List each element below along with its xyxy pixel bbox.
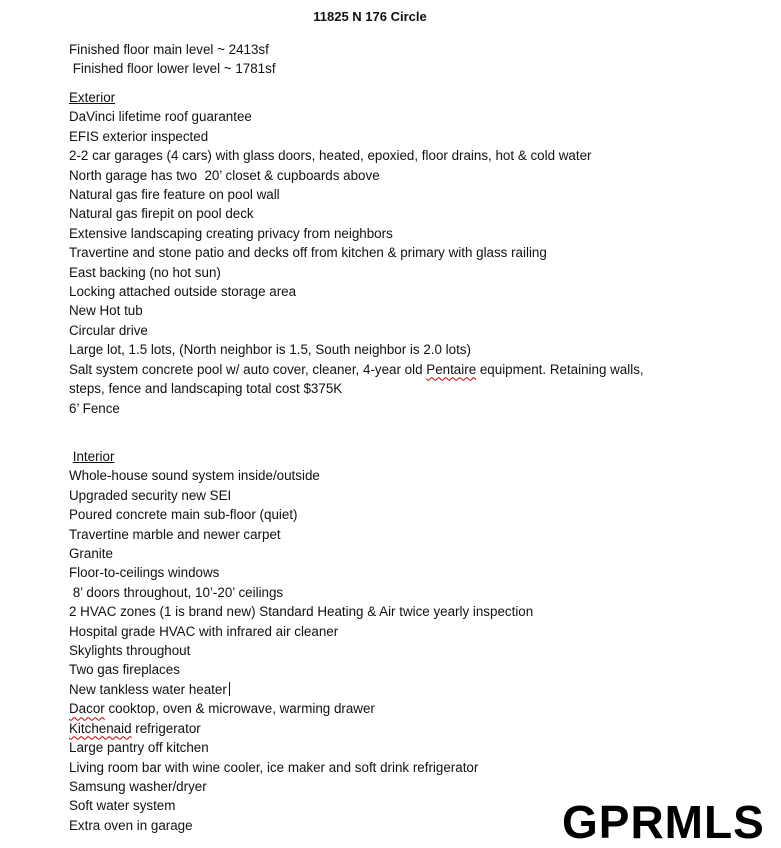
list-item: Extra oven in garage	[69, 817, 193, 833]
floor-lower: Finished floor lower level ~ 1781sf	[69, 61, 276, 77]
exterior-heading: Exterior	[69, 90, 116, 105]
list-item: Locking attached outside storage area	[69, 284, 297, 300]
list-item: Large lot, 1.5 lots, (North neighbor is 1.5, South neighbor is 2.0 lots)	[69, 342, 471, 358]
list-item: Two gas fireplaces	[69, 662, 180, 678]
list-item: Natural gas fire feature on pool wall	[69, 187, 280, 203]
list-item: Extensive landscaping creating privacy from neighbors	[69, 225, 393, 241]
list-item: Poured concrete main sub-floor (quiet)	[69, 507, 298, 523]
list-item	[69, 719, 533, 738]
list-item: Upgraded security new SEI	[69, 487, 232, 503]
gprmls-logo: GPRMLS	[562, 796, 765, 848]
list-item: Skylights throughout	[69, 643, 191, 659]
floor-main: Finished floor main level ~ 2413sf	[69, 42, 269, 57]
list-item: Large pantry off kitchen	[69, 740, 209, 756]
document-title: 11825 N 176 Circle	[313, 9, 427, 24]
list-item: Granite	[69, 546, 113, 562]
list-item: DaVinci lifetime roof guarantee	[69, 109, 252, 125]
list-item: East backing (no hot sun)	[69, 264, 221, 280]
interior-heading	[69, 447, 533, 466]
list-item: Circular drive	[69, 322, 148, 338]
kitchenaid-brand: Kitchenaid	[69, 720, 132, 736]
list-item: 2-2 car garages (4 cars) with glass doors, heated, epoxied, floor drains, hot & cold water	[69, 148, 592, 164]
list-item: Samsung washer/dryer	[69, 778, 207, 794]
pool-item-continued: steps, fence and landscaping total cost $375K	[69, 381, 343, 397]
list-item	[69, 699, 533, 718]
list-item-text: New tankless water heater	[69, 681, 227, 697]
list-item: 8’ doors throughout, 10’-20’ ceilings	[69, 584, 284, 600]
list-item: Natural gas firepit on pool deck	[69, 206, 254, 222]
kitchenaid-text: refrigerator	[131, 720, 201, 736]
interior-section	[69, 447, 533, 835]
list-item-with-cursor[interactable]	[69, 680, 533, 699]
list-item: Living room bar with wine cooler, ice maker and soft drink refrigerator	[69, 759, 479, 775]
list-item: Travertine marble and newer carpet	[69, 526, 281, 542]
floor-area-list	[69, 40, 276, 79]
interior-heading-text: Interior	[72, 449, 115, 464]
exterior-list	[69, 107, 644, 418]
list-item: New Hot tub	[69, 303, 143, 319]
text-cursor	[229, 682, 230, 696]
list-item: Whole-house sound system inside/outside	[69, 468, 320, 484]
dacor-brand: Dacor	[69, 701, 105, 717]
list-item: Soft water system	[69, 798, 176, 814]
interior-list	[69, 466, 533, 835]
list-item: EFIS exterior inspected	[69, 128, 209, 144]
pool-item	[69, 360, 644, 379]
list-item: 6’ Fence	[69, 400, 120, 416]
list-item: Hospital grade HVAC with infrared air cleaner	[69, 623, 339, 639]
exterior-section	[69, 88, 644, 418]
pool-brand: Pentaire	[426, 361, 477, 377]
list-item: 2 HVAC zones (1 is brand new) Standard Heating & Air twice yearly inspection	[69, 604, 534, 620]
dacor-text: cooktop, oven & microwave, warming drawer	[104, 701, 375, 717]
pool-text-end: equipment. Retaining walls,	[476, 361, 644, 377]
list-item: North garage has two 20’ closet & cupboards above	[69, 167, 380, 183]
list-item: Travertine and stone patio and decks off from kitchen & primary with glass railing	[69, 245, 547, 261]
pool-text-start: Salt system concrete pool w/ auto cover, cleaner, 4-year old	[69, 361, 427, 377]
list-item: Floor-to-ceilings windows	[69, 565, 220, 581]
